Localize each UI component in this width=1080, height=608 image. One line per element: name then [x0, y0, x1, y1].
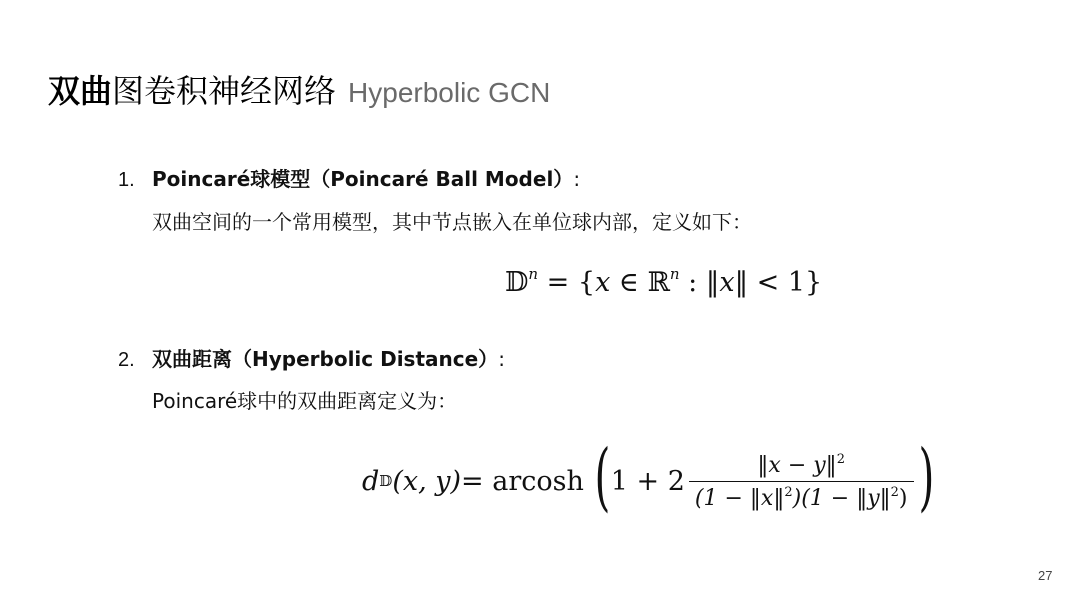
- title-en: Hyperbolic GCN: [348, 77, 551, 108]
- eq2-den-c: ): [898, 485, 908, 511]
- eq1-equals: = {: [538, 267, 596, 298]
- eq2-den-a: (1 − ‖x‖: [694, 485, 785, 511]
- item-2-number: 2.: [118, 349, 135, 371]
- item-2-title: 双曲距离（Hyperbolic Distance）: [152, 347, 499, 371]
- eq2-den-b: )(1 − ‖y‖: [792, 485, 891, 511]
- eq2-den-exp-a: 2: [784, 484, 793, 500]
- eq1-var2: x: [719, 267, 735, 298]
- item-1-description: 双曲空间的一个常用模型，其中节点嵌入在单位球内部，定义如下：: [152, 210, 752, 234]
- eq2-left-paren: (: [594, 434, 611, 520]
- eq2-d: d: [362, 465, 380, 497]
- eq1-rest: ‖ < 1}: [734, 267, 823, 298]
- eq2-denominator: [689, 481, 914, 511]
- page-number: 27: [1038, 568, 1053, 583]
- eq1-var: x: [595, 267, 611, 298]
- eq1-real-exp: n: [669, 265, 680, 283]
- eq2-equals-arcosh: = arcosh: [461, 465, 584, 497]
- item-2-colon: :: [498, 347, 505, 371]
- item-2-description: Poincaré球中的双曲距离定义为：: [152, 389, 458, 413]
- eq2-d-sub: 𝔻: [379, 472, 393, 490]
- eq2-right-paren: ): [917, 434, 934, 520]
- eq2-numerator-text: ‖x − y‖: [757, 452, 837, 478]
- title-cn: 图卷积神经网络: [112, 72, 337, 110]
- item-1-title: Poincaré球模型（Poincaré Ball Model）: [152, 167, 574, 191]
- eq1-set-symbol: 𝔻: [505, 267, 529, 298]
- eq2-fraction: [689, 452, 914, 511]
- poincare-ball-equation: [505, 265, 822, 298]
- item-1-heading: [118, 163, 580, 192]
- item-1-number: 1.: [118, 169, 135, 191]
- eq2-one-plus-two: 1 + 2: [610, 465, 685, 497]
- eq2-den-exp-b: 2: [890, 484, 899, 500]
- eq2-numerator: [751, 452, 851, 481]
- eq2-num-exp: 2: [836, 451, 845, 467]
- title-cn-bold: 双曲: [48, 72, 113, 110]
- eq1-in: ∈ ℝ: [610, 267, 670, 298]
- eq2-args: (x, y): [392, 465, 462, 497]
- eq1-colon-norm: : ‖: [679, 267, 720, 298]
- eq1-set-exp: n: [528, 265, 539, 283]
- slide-title: [48, 66, 550, 112]
- hyperbolic-distance-equation: [362, 434, 934, 522]
- item-1-colon: :: [573, 167, 581, 191]
- item-2-heading: [118, 343, 505, 372]
